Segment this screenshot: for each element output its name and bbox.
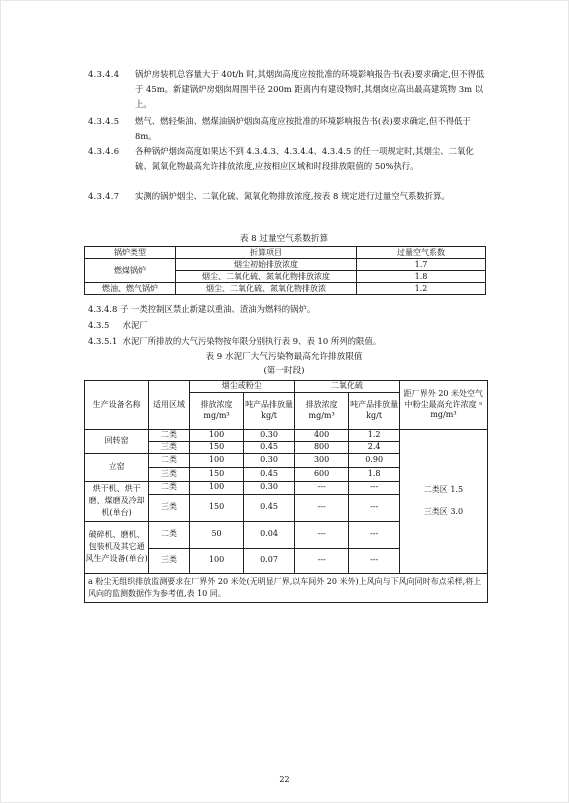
table8-caption: 表 8 过量空气系数折算 (239, 234, 329, 244)
clause-number: 4.3.5.1 (88, 336, 118, 346)
value-cell: --- (349, 521, 400, 548)
boiler-type-cell: 燃煤锅炉 (85, 259, 176, 283)
equipment-header: 生产设备名称 (85, 381, 149, 430)
table9-caption: 表 9 水泥厂大气污染物最高允许排放限值 (205, 352, 363, 362)
boiler-type-cell: 燃油、燃气锅炉 (85, 283, 176, 295)
value-cell: --- (349, 481, 400, 494)
table9 (84, 380, 488, 603)
clause-text: 锅炉房装机总容量大于 40t/h 时,其烟囱高度应按批准的环境影响报告书(表)要求确定,但不得低于 45m。新建锅炉房烟囱周围半径 200m 距离内有建设物时,其烟囱应高出最高建筑物 3m 以上。 (135, 69, 485, 109)
area-cell: 二类 (149, 429, 190, 441)
value-cell: 100 (189, 481, 244, 494)
rate-label: 吨产品排放量 (350, 400, 399, 409)
so2-header: 二氧化硫 (294, 381, 399, 393)
value-cell: 50 (189, 521, 244, 548)
so2-conc-header (294, 392, 349, 429)
value-cell: 0.30 (244, 481, 295, 494)
value-cell: 2.4 (349, 441, 400, 453)
value-cell: 1.2 (349, 429, 400, 441)
clause-number: 4.3.4.7 (88, 191, 120, 201)
clause-4-3-5-1 (88, 335, 381, 348)
value-cell: --- (294, 494, 349, 521)
boundary-header (399, 381, 487, 430)
value-cell: --- (294, 481, 349, 494)
clause-4-3-4-7 (88, 189, 488, 204)
table-header-cell: 过量空气系数 (357, 247, 486, 259)
dust-rate-header (244, 392, 295, 429)
so2-rate-header (349, 392, 400, 429)
value-cell: 150 (189, 441, 244, 453)
table9-subcaption: (第一时段) (263, 366, 305, 376)
area-cell: 三类 (149, 467, 190, 481)
table-row (85, 259, 486, 271)
clause-4-3-4-8 (88, 303, 315, 316)
table-header-cell: 锅炉类型 (85, 247, 176, 259)
clause-4-3-4-4 (88, 67, 488, 112)
equipment-cell: 回转窑 (85, 429, 149, 453)
value-cell: --- (294, 548, 349, 573)
value-cell: 1.8 (349, 467, 400, 481)
section-4-3-5 (88, 319, 148, 332)
value-cell: 0.45 (244, 494, 295, 521)
value-cell: 0.45 (244, 441, 295, 453)
area-cell: 二类 (149, 453, 190, 467)
area-cell: 三类 (149, 548, 190, 573)
dust-header: 烟尘或粉尘 (189, 381, 294, 393)
value-cell: 300 (294, 453, 349, 467)
value-cell: --- (294, 521, 349, 548)
boundary-value: 三类区 3.0 (423, 507, 464, 516)
table8 (84, 246, 486, 295)
clause-4-3-4-5 (88, 114, 488, 144)
rate-unit: kg/t (366, 410, 383, 420)
clause-text: 燃气、燃轻柴油、燃煤油锅炉烟囱高度应按批准的环境影响报告书(表)要求确定,但不得低于 8m。 (135, 116, 471, 141)
coef-cell: 1.2 (357, 283, 486, 295)
equipment-cell: 破碎机、磨机、包装机及其它通风生产设备(单台) (85, 521, 149, 573)
value-cell: 150 (189, 467, 244, 481)
item-cell: 烟尘、二氧化硫、氮氧化物排放浓度 (176, 271, 357, 283)
rate-unit: kg/t (261, 410, 277, 420)
value-cell: 0.30 (244, 453, 295, 467)
table-footnote: a 粉尘无组织排放监测要求在厂界外 20 米处(无明显厂界,以车间外 20 米外)上风向与下风向同时布点采样,将上风向的监测数据作为参考值,表 10 同。 (85, 573, 488, 602)
area-cell: 二类 (149, 521, 190, 548)
clause-text: 子 一类控制区禁止新建以重油、渣油为燃料的锅炉。 (119, 304, 316, 314)
page-number: 22 (279, 775, 290, 784)
value-cell: --- (349, 548, 400, 573)
boundary-header-text: 距厂界外 20 米处空气中粉尘最高允许浓度 ᵃ (403, 389, 484, 409)
clause-number: 4.3.4.4 (88, 69, 120, 79)
coef-cell: 1.7 (357, 259, 486, 271)
clause-number: 4.3.4.5 (88, 116, 120, 126)
equipment-cell: 烘干机、烘干磨、煤磨及冷却机(单台) (85, 481, 149, 521)
conc-unit: mg/m³ (203, 410, 230, 420)
boundary-value: 二类区 1.5 (423, 485, 464, 494)
clause-text: 各种锅炉烟囱高度如果达不到 4.3.4.3、4.3.4.4、4.3.4.5 的任一项规定时,其烟尘、二氧化硫、氮氧化物最高允许排放浓度,应按相应区域和时段排放限值的 50%执行。 (135, 146, 474, 171)
equipment-cell: 立窑 (85, 453, 149, 481)
value-cell: 0.07 (244, 548, 295, 573)
table-header-row (85, 381, 488, 393)
table-note-row (85, 573, 488, 602)
value-cell: 0.04 (244, 521, 295, 548)
section-title: 水泥厂 (122, 320, 148, 330)
value-cell: 0.30 (244, 429, 295, 441)
clause-text: 实测的锅炉烟尘、二氧化硫、氮氧化物排放浓度,按表 8 规定进行过量空气系数折算。 (135, 191, 450, 201)
value-cell: 0.45 (244, 467, 295, 481)
value-cell: 100 (189, 453, 244, 467)
conc-label: 排放浓度 (305, 400, 338, 409)
conc-label: 排放浓度 (200, 400, 233, 409)
clause-number: 4.3.4.6 (88, 146, 120, 156)
area-cell: 二类 (149, 481, 190, 494)
area-cell: 三类 (149, 441, 190, 453)
conc-unit: mg/m³ (308, 410, 335, 420)
clause-text: 水泥厂所排放的大气污染物按年限分别执行表 9、表 10 所列的限值。 (122, 336, 382, 346)
value-cell: 800 (294, 441, 349, 453)
item-cell: 烟尘初始排放浓度 (176, 259, 357, 271)
table-header-row (85, 247, 486, 259)
area-cell: 三类 (149, 494, 190, 521)
area-header: 适用区域 (149, 381, 190, 430)
clause-number: 4.3.4.8 (88, 304, 118, 314)
value-cell: 600 (294, 467, 349, 481)
table-row (85, 283, 486, 295)
table-row (85, 429, 488, 441)
value-cell: 400 (294, 429, 349, 441)
item-cell: 烟尘、二氧化硫、氮氧化物排放浓 (176, 283, 357, 295)
value-cell: --- (349, 494, 400, 521)
boundary-header-unit: mg/m³ (430, 410, 457, 419)
value-cell: 100 (189, 429, 244, 441)
rate-label: 吨产品排放量 (245, 400, 294, 409)
boundary-cell (399, 429, 487, 573)
value-cell: 0.90 (349, 453, 400, 467)
table-header-cell: 折算项目 (176, 247, 357, 259)
value-cell: 100 (189, 548, 244, 573)
dust-conc-header (189, 392, 244, 429)
section-number: 4.3.5 (88, 320, 110, 330)
value-cell: 150 (189, 494, 244, 521)
coef-cell: 1.8 (357, 271, 486, 283)
clause-4-3-4-6 (88, 144, 488, 174)
